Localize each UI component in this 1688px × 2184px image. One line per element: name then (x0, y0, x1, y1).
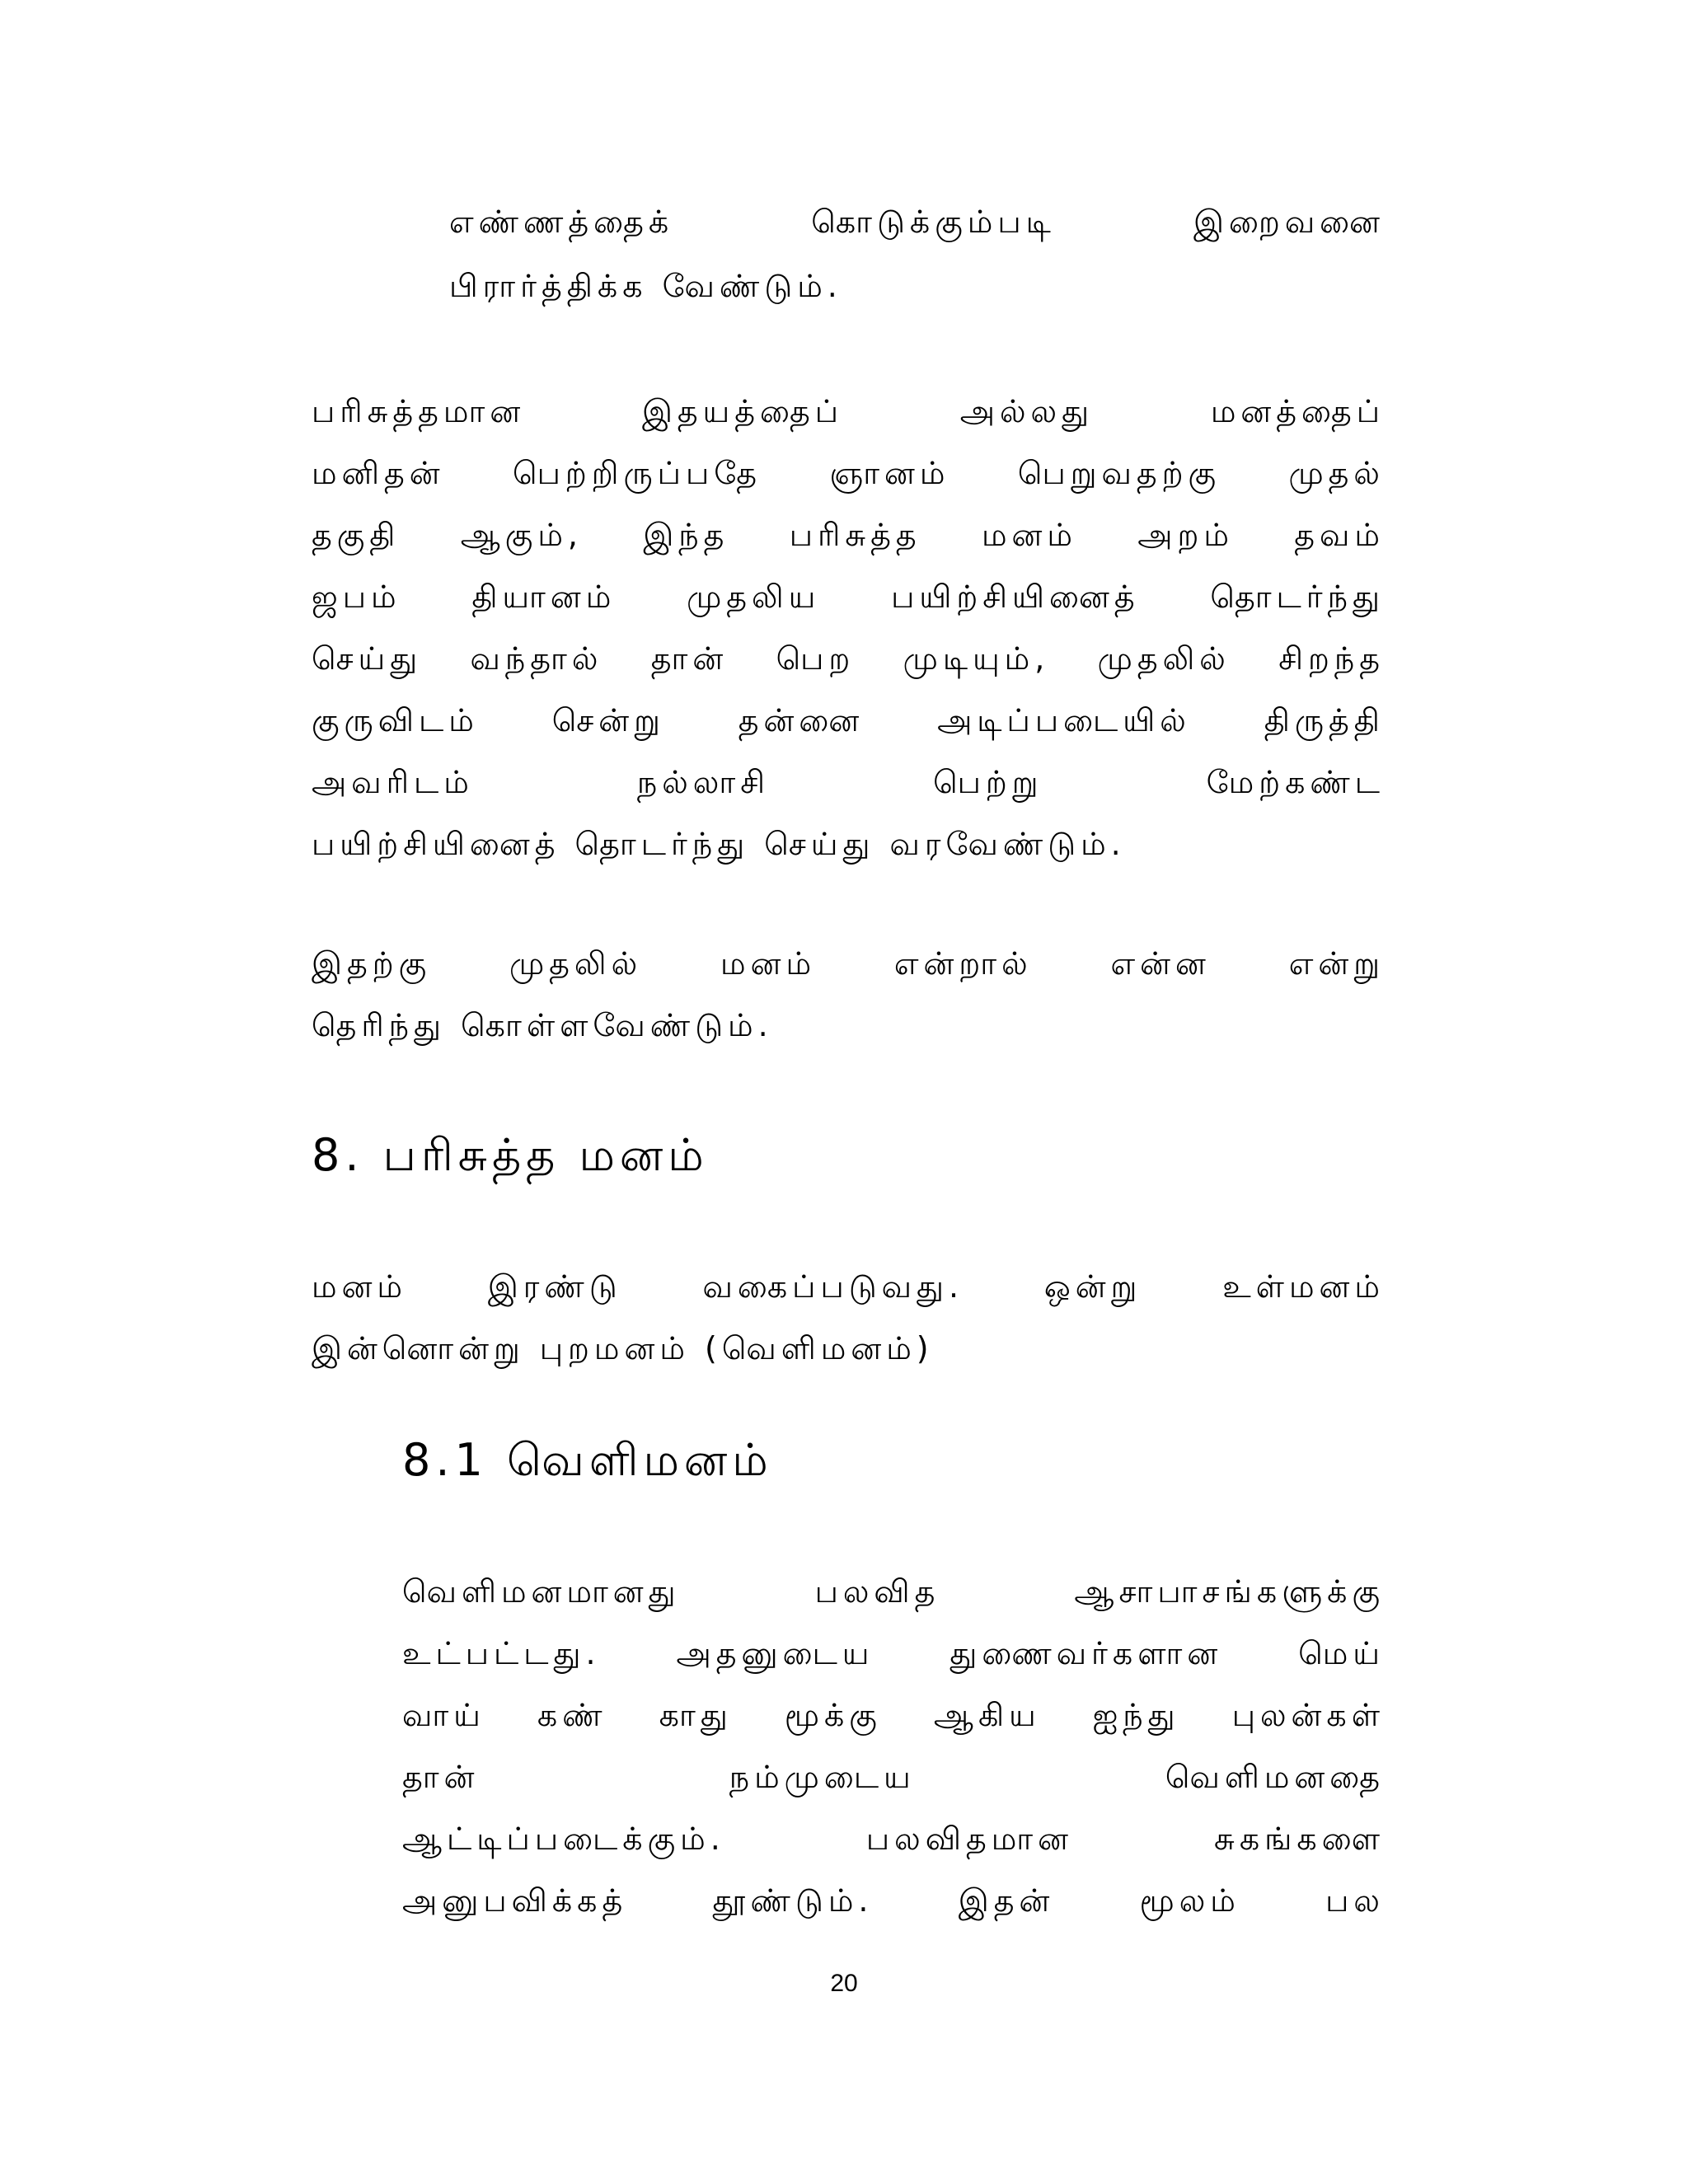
word: எண்ணத்தைக் (449, 204, 674, 240)
word: என்று (1288, 945, 1385, 982)
word: இதன் (958, 1882, 1055, 1919)
para3-line-1 (312, 1268, 1385, 1305)
section-heading-8-1: 8.1 வெளிமனம் (402, 1434, 773, 1486)
word: இதயத்தைப் (641, 393, 844, 429)
word: வந்தால் (470, 640, 603, 677)
intro-line-1 (449, 204, 1385, 240)
word: அதனுடைய (676, 1635, 874, 1671)
word: சிறந்த (1278, 640, 1385, 677)
word: கொடுக்கும்படி (811, 204, 1056, 240)
word: பயிற்சியினைத் (891, 579, 1140, 615)
word: ஆகும், (460, 517, 584, 553)
para4-line-1 (402, 1573, 1385, 1610)
para1-line-3 (312, 519, 1385, 551)
word: மூக்கு (784, 1697, 882, 1733)
word: ஆகிய (933, 1697, 1041, 1733)
word: மனம் (312, 1268, 408, 1305)
word: நம்முடைய (729, 1759, 916, 1795)
word: ஒன்று (1043, 1268, 1142, 1305)
word: மனத்தைப் (1210, 393, 1385, 429)
word: என்ன (1110, 945, 1211, 982)
word: தகுதி (312, 517, 401, 553)
word: முதலிய (687, 579, 821, 615)
word: இரண்டு (487, 1268, 622, 1305)
para4-line-2 (402, 1635, 1385, 1671)
word: அவரிடம் (312, 764, 474, 800)
word: இந்த (643, 517, 729, 553)
word: உள்மனம் (1222, 1268, 1385, 1305)
para4-line-4 (402, 1761, 1385, 1793)
word: தொடர்ந்து (1210, 579, 1385, 615)
para1-line-5 (312, 640, 1385, 677)
word: முதலில் (1097, 640, 1231, 677)
para3-line-2: இன்னொன்று புறமனம் (வெளிமனம்) (312, 1330, 934, 1366)
para4-line-3 (402, 1699, 1385, 1731)
word: புலன்கள் (1231, 1697, 1385, 1733)
word: ஐந்து (1092, 1697, 1180, 1733)
word: தவம் (1294, 517, 1385, 553)
word: முடியும், (903, 640, 1050, 677)
word: கண் (537, 1697, 607, 1733)
word: தான் (402, 1759, 480, 1795)
para2-line-2: தெரிந்து கொள்ளவேண்டும். (312, 1007, 773, 1043)
word: உட்பட்டது. (402, 1635, 601, 1671)
word: துணைவர்களான (950, 1635, 1223, 1671)
para1-line-1 (312, 393, 1385, 429)
word: வகைப்படுவது. (702, 1268, 964, 1305)
word: காது (659, 1697, 733, 1733)
word: இறைவனை (1193, 204, 1385, 240)
word: வாய் (402, 1697, 485, 1733)
para1-line-6 (312, 702, 1385, 738)
word: முதலில் (509, 945, 643, 982)
word: பெற்றிருப்பதே (513, 455, 762, 491)
word: செய்து (312, 640, 423, 677)
word: குருவிடம் (312, 702, 479, 738)
word: தன்னை (738, 702, 865, 738)
word: முதல் (1288, 455, 1385, 491)
word: பெறுவதற்கு (1017, 455, 1221, 491)
word: அல்லது (959, 393, 1095, 429)
para4-line-5 (402, 1821, 1385, 1857)
word: இதற்கு (312, 945, 432, 982)
para2-line-1 (312, 945, 1385, 982)
para4-line-6 (402, 1882, 1385, 1919)
word: பலவித (814, 1573, 940, 1610)
para1-line-7 (312, 766, 1385, 798)
word: ஜபம் (312, 579, 401, 615)
word: தான் (650, 640, 729, 677)
word: அடிப்படையில் (937, 702, 1191, 738)
para1-line-8: பயிற்சியினைத் தொடர்ந்து செய்து வரவேண்டும். (312, 826, 1126, 862)
word: என்றால் (893, 945, 1033, 982)
word: பலவிதமான (865, 1821, 1073, 1857)
word: பெற (776, 640, 856, 677)
word: பரிசுத்தமான (312, 393, 526, 429)
word: தியானம் (471, 579, 617, 615)
word: ஞானம் (829, 455, 950, 491)
word: வெளிமனதை (1165, 1759, 1385, 1795)
word: மேற்கண்ட (1206, 764, 1385, 800)
word: நல்லாசி (636, 764, 770, 800)
word: மனம் (720, 945, 817, 982)
intro-line-2: பிரார்த்திக்க வேண்டும். (449, 268, 842, 304)
word: திருத்தி (1264, 702, 1385, 738)
para1-line-2 (312, 457, 1385, 489)
word: வெளிமனமானது (402, 1573, 681, 1610)
para1-line-4 (312, 579, 1385, 615)
section-heading-8: 8. பரிசுத்த மனம் (312, 1129, 709, 1181)
word: தூண்டும். (712, 1882, 874, 1919)
word: பரிசுத்த (789, 517, 921, 553)
word: பல (1325, 1882, 1385, 1919)
word: ஆட்டிப்படைக்கும். (402, 1821, 725, 1857)
word: மெய் (1298, 1635, 1385, 1671)
word: பெற்று (933, 764, 1043, 800)
word: மூலம் (1139, 1882, 1240, 1919)
page-number: 20 (830, 1970, 858, 1997)
word: ஆசாபாசங்களுக்கு (1074, 1573, 1385, 1610)
word: மனம் (981, 517, 1077, 553)
word: அனுபவிக்கத் (402, 1882, 628, 1919)
word: சென்று (551, 702, 665, 738)
word: மனிதன் (312, 455, 445, 491)
word: அறம் (1137, 517, 1234, 553)
word: சுகங்களை (1214, 1821, 1385, 1857)
